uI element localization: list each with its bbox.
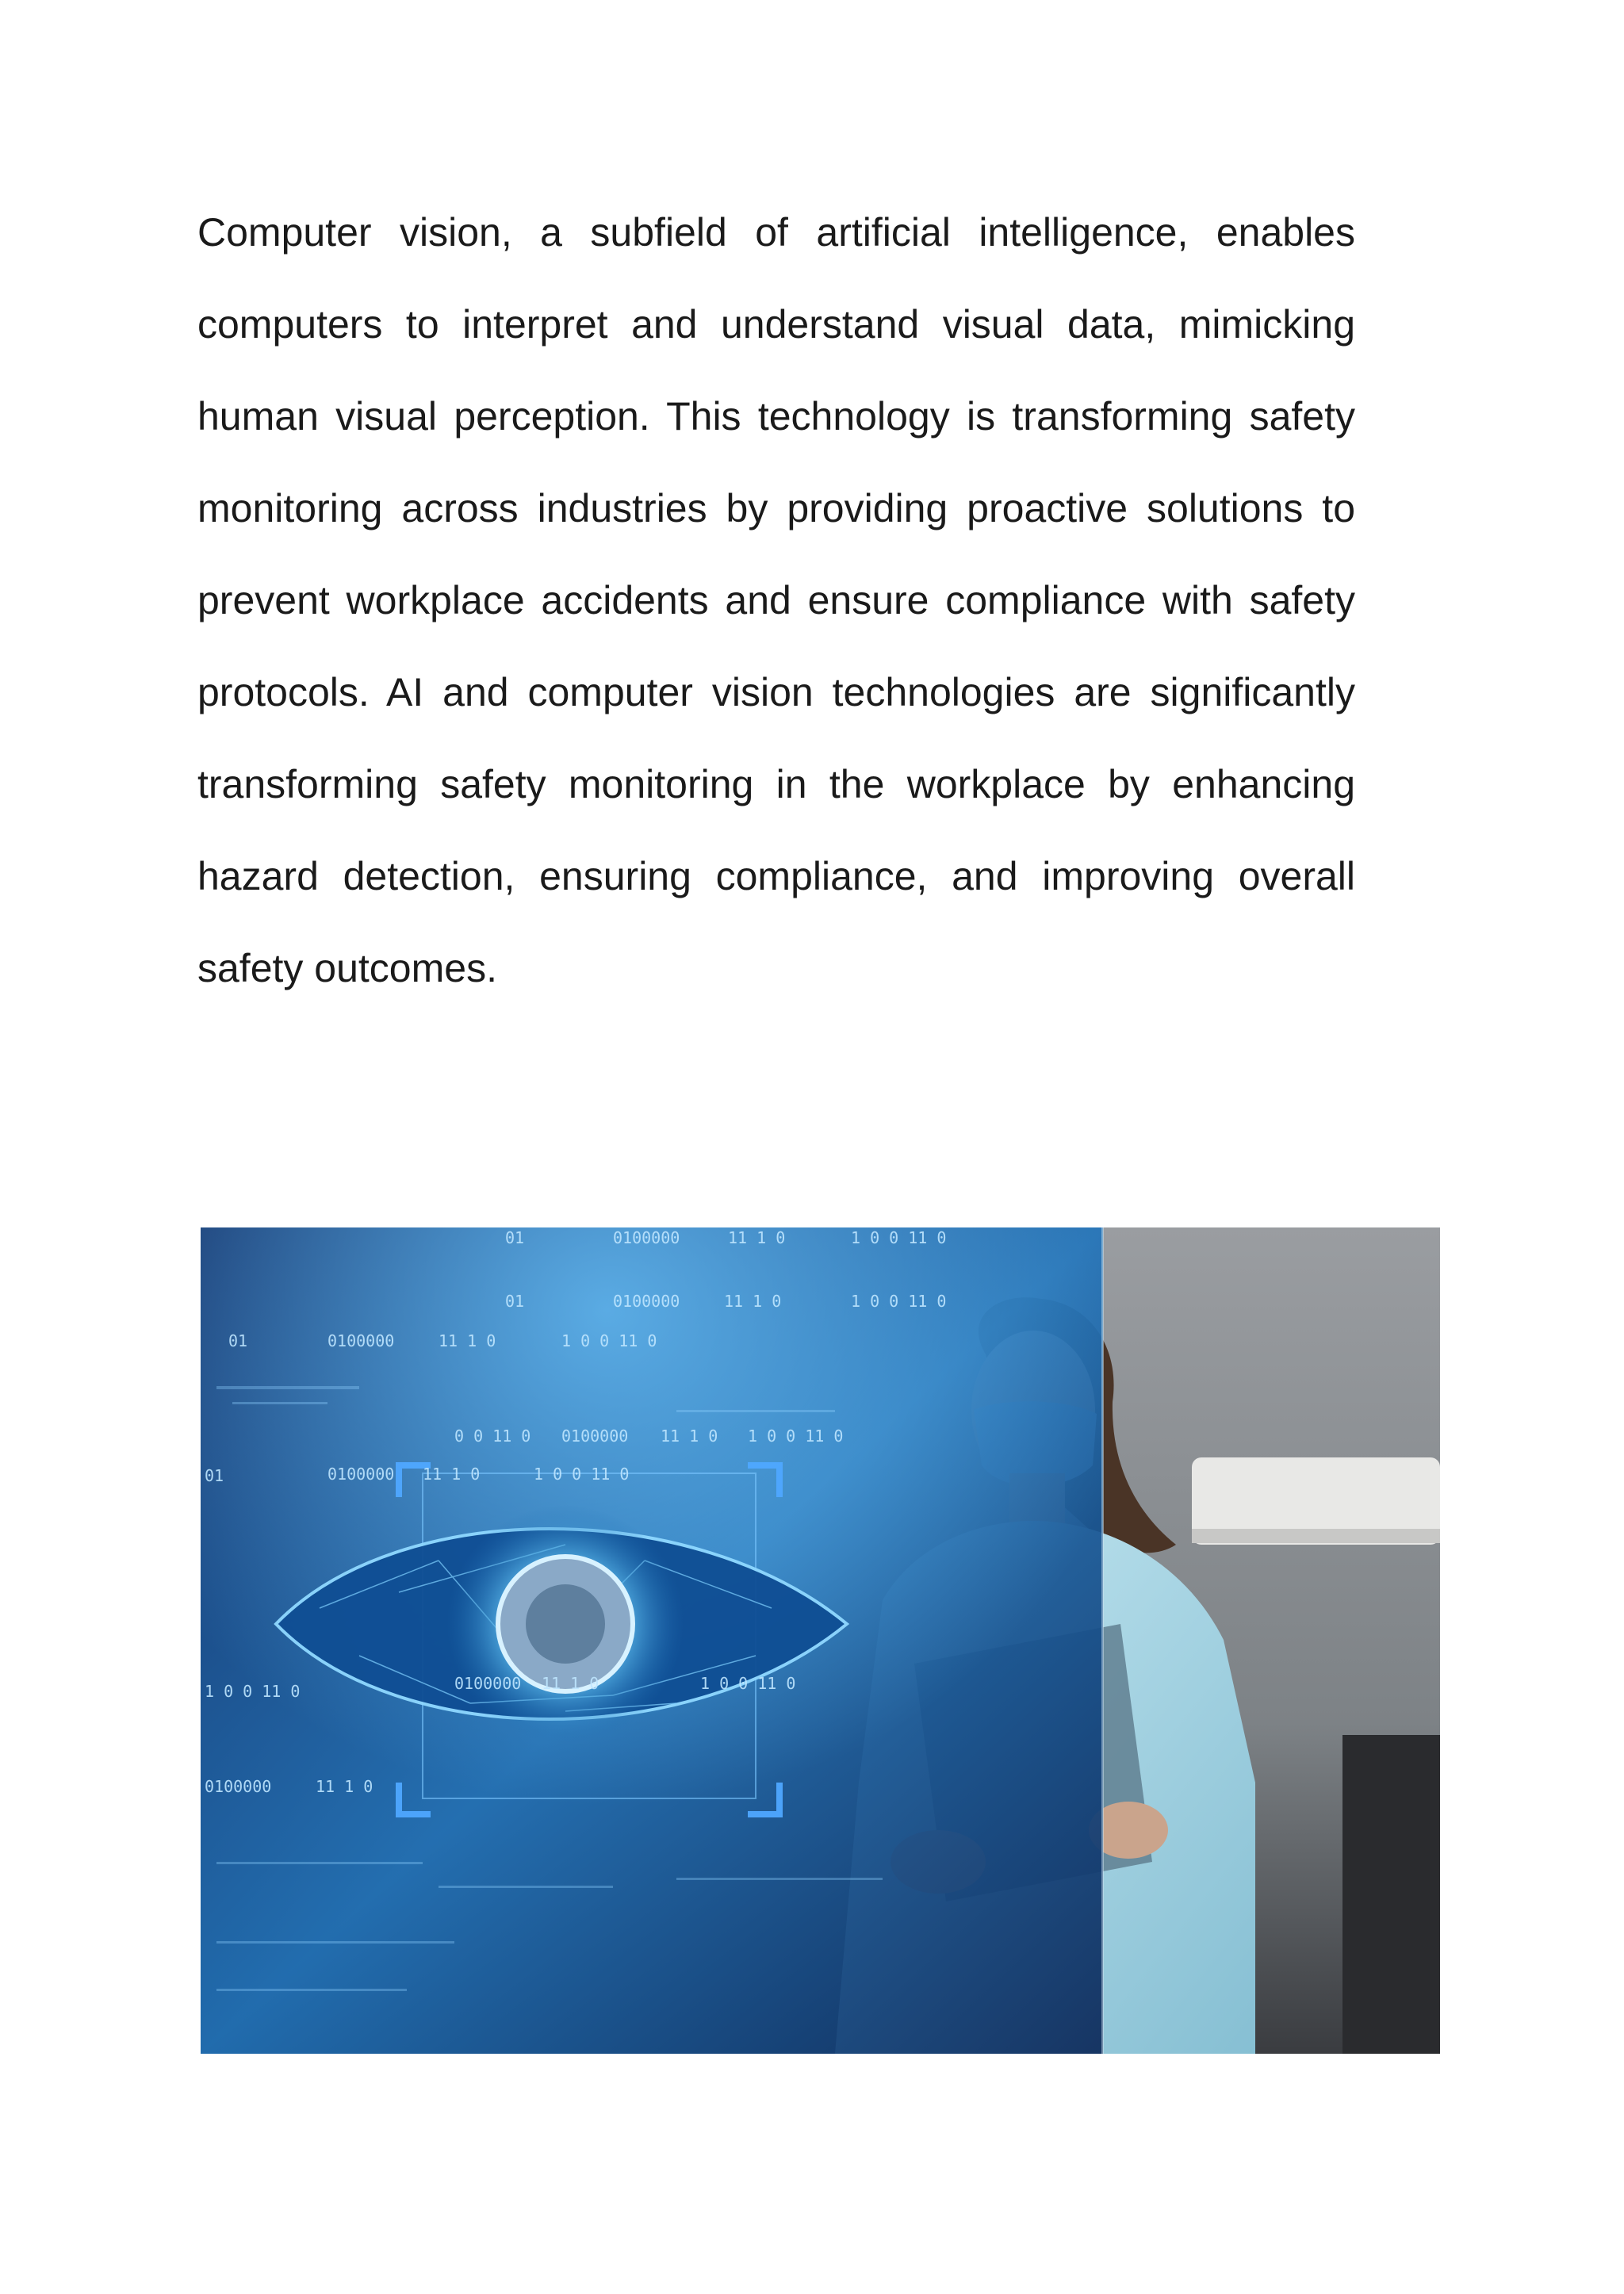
body-paragraph: Computer vision, a subfield of artificial intelligence, enables computers to interpret and understand visual data, mimicking human visual perception. This technology is transforming safety monitoring across industries by providing proactive solutions to prevent workplace accidents and ensure compliance with safety protocols. AI and computer vision technologies are significantly transforming safety monitoring in the workplace by enhancing hazard detection, ensuring compliance, and improving overall safety outcomes. <box>197 210 1355 990</box>
binary-label: 11 1 0 <box>439 1331 496 1350</box>
binary-label: 11 1 0 <box>661 1427 718 1446</box>
binary-label: 01 <box>505 1228 525 1247</box>
binary-label: 01 <box>505 1292 525 1311</box>
binary-label: 0100000 <box>613 1228 680 1247</box>
binary-label: 11 1 0 <box>316 1777 373 1796</box>
computer-vision-image <box>201 1227 1440 2054</box>
binary-label: 0100000 <box>205 1777 272 1796</box>
binary-label: 1 0 0 11 0 <box>851 1228 947 1247</box>
binary-label: 0100000 <box>454 1674 522 1693</box>
binary-label: 0 0 11 0 <box>454 1427 531 1446</box>
binary-label: 1 0 0 11 0 <box>205 1682 301 1701</box>
binary-label: 0100000 <box>613 1292 680 1311</box>
binary-label: 0100000 <box>561 1427 629 1446</box>
binary-label: 11 1 0 <box>542 1674 599 1693</box>
binary-label: 1 0 0 11 0 <box>748 1427 844 1446</box>
binary-label: 11 1 0 <box>724 1292 782 1311</box>
binary-label: 1 0 0 11 0 <box>700 1674 796 1693</box>
binary-label: 0100000 <box>327 1465 395 1484</box>
binary-label: 11 1 0 <box>423 1465 481 1484</box>
binary-label: 01 <box>205 1466 224 1485</box>
binary-label: 11 1 0 <box>728 1228 786 1247</box>
binary-label: 0100000 <box>327 1331 395 1350</box>
binary-label: 1 0 0 11 0 <box>561 1331 657 1350</box>
binary-label: 1 0 0 11 0 <box>851 1292 947 1311</box>
binary-label: 1 0 0 11 0 <box>534 1465 630 1484</box>
binary-label: 01 <box>228 1331 248 1350</box>
